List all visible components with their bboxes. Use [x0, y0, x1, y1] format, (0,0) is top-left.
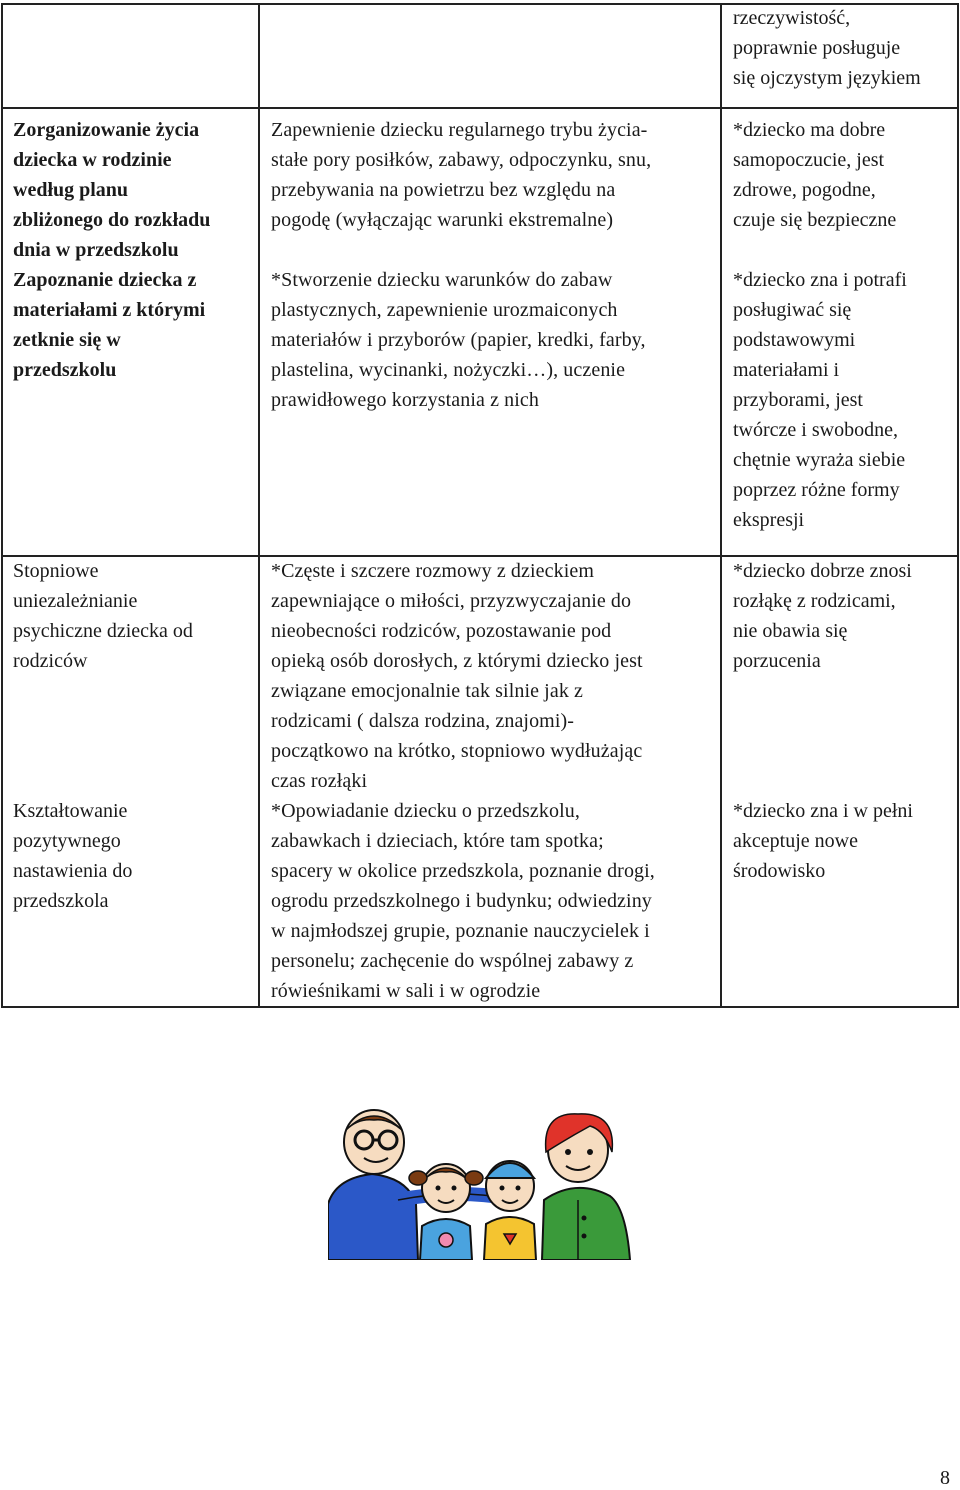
text-line: nastawienia do [13, 860, 133, 882]
text-line: psychiczne dziecka od [13, 620, 193, 642]
text-line: dnia w przedszkolu [13, 239, 179, 261]
text-line: przyborami, jest [733, 389, 863, 411]
text-line: w najmłodszej grupie, poznanie nauczycielek i [271, 920, 650, 942]
row1-goal-b [13, 265, 249, 385]
text-line: przebywania na powietrzu bez względu na [271, 179, 616, 201]
text-line: plastycznych, zapewnienie urozmaiconych [271, 299, 618, 321]
text-line: Stopniowe [13, 560, 99, 582]
text-line: akceptuje nowe [733, 830, 858, 852]
text-line: przedszkola [13, 890, 109, 912]
row2-action-a [271, 556, 711, 796]
text-line: uniezależnianie [13, 590, 138, 612]
text-line: zdrowe, pogodne, [733, 179, 876, 201]
text-line: Zapewnienie dziecku regularnego trybu życia- [271, 119, 648, 141]
text-line: stałe pory posiłków, zabawy, odpoczynku, snu, [271, 149, 652, 171]
table-border-col1 [258, 3, 260, 1008]
text-line: rzeczywistość, [733, 7, 851, 29]
text-line: Zapoznanie dziecka z [13, 269, 197, 291]
row2-result-a [733, 556, 955, 676]
text-line: spacery w okolice przedszkola, poznanie drogi, [271, 860, 655, 882]
row1-result-b [733, 265, 955, 535]
text-line: materiałów i przyborów (papier, kredki, farby, [271, 329, 646, 351]
text-line: podstawowymi [733, 329, 856, 351]
text-line: się ojczystym językiem [733, 67, 921, 89]
text-line: materiałami i [733, 359, 840, 381]
text-line: Zorganizowanie życia [13, 119, 200, 141]
text-line: czas rozłąki [271, 770, 368, 792]
text-line: porzucenia [733, 650, 821, 672]
text-line: poprzez różne formy [733, 479, 900, 501]
text-line: czuje się bezpieczne [733, 209, 897, 231]
text-line: *dziecko zna i w pełni [733, 800, 913, 822]
row2-goal-b [13, 796, 249, 916]
text-line: plastelina, wycinanki, nożyczki…), uczenie [271, 359, 626, 381]
text-line: posługiwać się [733, 299, 852, 321]
text-line: zapewniające o miłości, przyzwyczajanie do [271, 590, 632, 612]
table-border-row1 [1, 107, 959, 109]
text-line: początkowo na krótko, stopniowo wydłużając [271, 740, 643, 762]
row1-action-b [271, 265, 711, 415]
row2-action-b [271, 796, 711, 1006]
adult-right-figure [542, 1114, 630, 1260]
row1-result-a [733, 115, 955, 235]
row2-goal-a [13, 556, 249, 676]
text-line: rozłąkę z rodzicami, [733, 590, 896, 612]
family-illustration-icon [328, 1108, 634, 1260]
text-line: twórcze i swobodne, [733, 419, 898, 441]
text-line: według planu [13, 179, 129, 201]
text-line: samopoczucie, jest [733, 149, 885, 171]
text-line: rówieśnikami w sali i w ogrodzie [271, 980, 541, 1002]
text-line: nieobecności rodziców, pozostawanie pod [271, 620, 612, 642]
table-border-bottom [1, 1006, 959, 1008]
child-girl-figure [409, 1164, 483, 1260]
text-line: *dziecko ma dobre [733, 119, 886, 141]
text-line: dziecka w rodzinie [13, 149, 172, 171]
text-line: personelu; zachęcenie do wspólnej zabawy z [271, 950, 634, 972]
text-line: zabawkach i dzieciach, które tam spotka; [271, 830, 604, 852]
text-line: ekspresji [733, 509, 805, 531]
text-line: *dziecko dobrze znosi [733, 560, 912, 582]
table-border-right [957, 3, 959, 1008]
text-line: *Opowiadanie dziecku o przedszkolu, [271, 800, 580, 822]
table-border-col2 [720, 3, 722, 1008]
text-line: materiałami z którymi [13, 299, 206, 321]
text-line: poprawnie posługuje [733, 37, 901, 59]
text-line: chętnie wyraża siebie [733, 449, 906, 471]
text-line: pogodę (wyłączając warunki ekstremalne) [271, 209, 614, 231]
text-line: zbliżonego do rozkładu [13, 209, 211, 231]
child-boy-figure [484, 1161, 536, 1260]
row1-goal-a [13, 115, 249, 265]
table-border-left [1, 3, 3, 1008]
text-line: opieką osób dorosłych, z którymi dziecko jest [271, 650, 643, 672]
text-line: ogrodu przedszkolnego i budynku; odwiedziny [271, 890, 652, 912]
text-line: prawidłowego korzystania z nich [271, 389, 540, 411]
text-line: pozytywnego [13, 830, 121, 852]
text-line: *Częste i szczere rozmowy z dzieckiem [271, 560, 594, 582]
text-line: rodziców [13, 650, 88, 672]
row2-result-b [733, 796, 955, 886]
row1-action-a [271, 115, 711, 235]
text-line: Kształtowanie [13, 800, 128, 822]
text-line: środowisko [733, 860, 826, 882]
text-line: związane emocjonalnie tak silnie jak z [271, 680, 583, 702]
text-line: *dziecko zna i potrafi [733, 269, 907, 291]
text-line: przedszkolu [13, 359, 117, 381]
text-line: zetknie się w [13, 329, 121, 351]
text-line: *Stworzenie dziecku warunków do zabaw [271, 269, 613, 291]
text-line: nie obawia się [733, 620, 848, 642]
text-line: rodzicami ( dalsza rodzina, znajomi)- [271, 710, 575, 732]
row0-result-cell [733, 3, 955, 93]
page-number: 8 [940, 1467, 950, 1489]
